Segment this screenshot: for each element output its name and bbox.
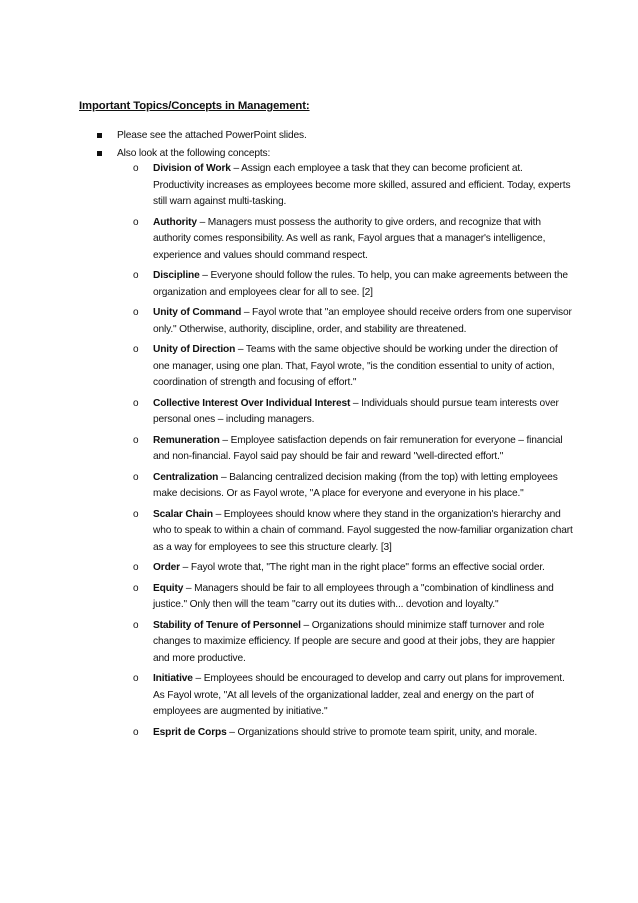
concept-text: – Employees should know where they stand in the organization's hierarchy and who to speak to within a chain of command. Fayol suggested the now-familiar organization chart as a way for employees to see this structure clearly. [3] (153, 508, 573, 553)
concept-item (133, 342, 573, 392)
concept-name: Remuneration (153, 434, 220, 446)
circle-bullet-icon: o (133, 163, 139, 174)
concept-text: – Fayol wrote that, "The right man in the right place" forms an effective social order. (180, 562, 545, 573)
concept-name: Equity (153, 582, 184, 594)
bullet-text: Also look at the following concepts: (117, 148, 271, 159)
concept-name: Scalar Chain (153, 508, 213, 520)
concept-text: – Individuals should pursue team interests over personal ones – including managers. (153, 397, 559, 425)
concept-item (133, 433, 573, 466)
circle-bullet-icon: o (133, 562, 139, 573)
concept-name: Division of Work (153, 163, 231, 174)
concept-text: – Employees should be encouraged to develop and carry out plans for improvement. As Fayol wrote, "At all levels of the organizational ladder, zeal and energy on the part of employees are augmented by initiative." (153, 673, 565, 717)
bullet-item (97, 127, 577, 145)
circle-bullet-icon: o (133, 344, 139, 355)
concept-item (133, 268, 573, 301)
concept-text: – Balancing centralized decision making (from the top) with letting employees make decisions. Or as Fayol wrote, "A place for everyone and everyone in his place." (153, 471, 558, 499)
circle-bullet-icon: o (133, 307, 139, 318)
concept-item (133, 560, 573, 577)
concept-text: – Assign each employee a task that they can become proficient at. Productivity increases as employees become more skilled, assured and efficient. Today, experts still warn against multi-tasking. (153, 163, 571, 207)
concept-text: – Organizations should minimize staff turnover and role changes to maximize efficiency. If people are secure and good at their jobs, they are happier and more productive. (153, 619, 555, 664)
concept-name: Centralization (153, 471, 219, 483)
concept-text: – Managers must possess the authority to give orders, and recognize that with authority comes responsibility. As well as rank, Fayol argues that a manager's intelligence, experience and values should command respect. (153, 216, 546, 261)
concept-name: Collective Interest Over Individual Interest (153, 397, 351, 409)
bullet-text: Please see the attached PowerPoint slides. (117, 130, 307, 141)
square-bullet-icon (97, 133, 102, 138)
circle-bullet-icon: o (133, 270, 139, 281)
concept-text: – Teams with the same objective should be working under the direction of one manager, using one plan. That, Fayol wrote, "is the condition essential to unity of action, coordination of strength and focusing of effort." (153, 344, 558, 388)
concept-text: – Fayol wrote that "an employee should receive orders from one supervisor only." Otherwise, authority, discipline, order, and stability are threatened. (153, 307, 572, 335)
bullet-list (97, 127, 577, 163)
concept-name: Discipline (153, 270, 200, 281)
concept-name: Initiative (153, 673, 193, 684)
concept-name: Order (153, 562, 180, 573)
concept-name: Unity of Direction (153, 344, 236, 355)
circle-bullet-icon: o (133, 673, 139, 684)
concept-name: Authority (153, 216, 197, 228)
concept-item (133, 671, 573, 721)
concept-name: Stability of Tenure of Personnel (153, 619, 301, 631)
circle-bullet-icon: o (133, 619, 139, 631)
circle-bullet-icon: o (133, 216, 139, 228)
concept-item (133, 618, 573, 668)
concept-text: – Organizations should strive to promote team spirit, unity, and morale. (226, 726, 538, 738)
circle-bullet-icon: o (133, 508, 139, 520)
concept-item (133, 470, 573, 503)
circle-bullet-icon: o (133, 434, 139, 446)
concept-name: Unity of Command (153, 307, 242, 318)
section-heading: Important Topics/Concepts in Management: (79, 100, 310, 112)
concept-item (133, 161, 573, 211)
concept-item (133, 305, 573, 338)
concept-text: – Managers should be fair to all employees through a "combination of kindliness and justice." Only then will the team "carry out its duties with... devotion and loyalty." (153, 582, 554, 610)
concept-list (133, 161, 573, 745)
concept-item (133, 396, 573, 429)
concept-item (133, 215, 573, 265)
circle-bullet-icon: o (133, 397, 139, 409)
concept-item (133, 507, 573, 557)
circle-bullet-icon: o (133, 471, 139, 483)
concept-text: – Employee satisfaction depends on fair remuneration for everyone – financial and non-financial. Fayol said pay should be fair and reward "well-directed effort." (153, 434, 563, 462)
concept-name: Esprit de Corps (153, 726, 227, 738)
circle-bullet-icon: o (133, 726, 139, 738)
concept-item (133, 581, 573, 614)
square-bullet-icon (97, 151, 102, 156)
concept-text: – Everyone should follow the rules. To help, you can make agreements between the organization and employees clear for all to see. [2] (153, 270, 568, 298)
concept-item (133, 725, 573, 742)
circle-bullet-icon: o (133, 582, 139, 594)
